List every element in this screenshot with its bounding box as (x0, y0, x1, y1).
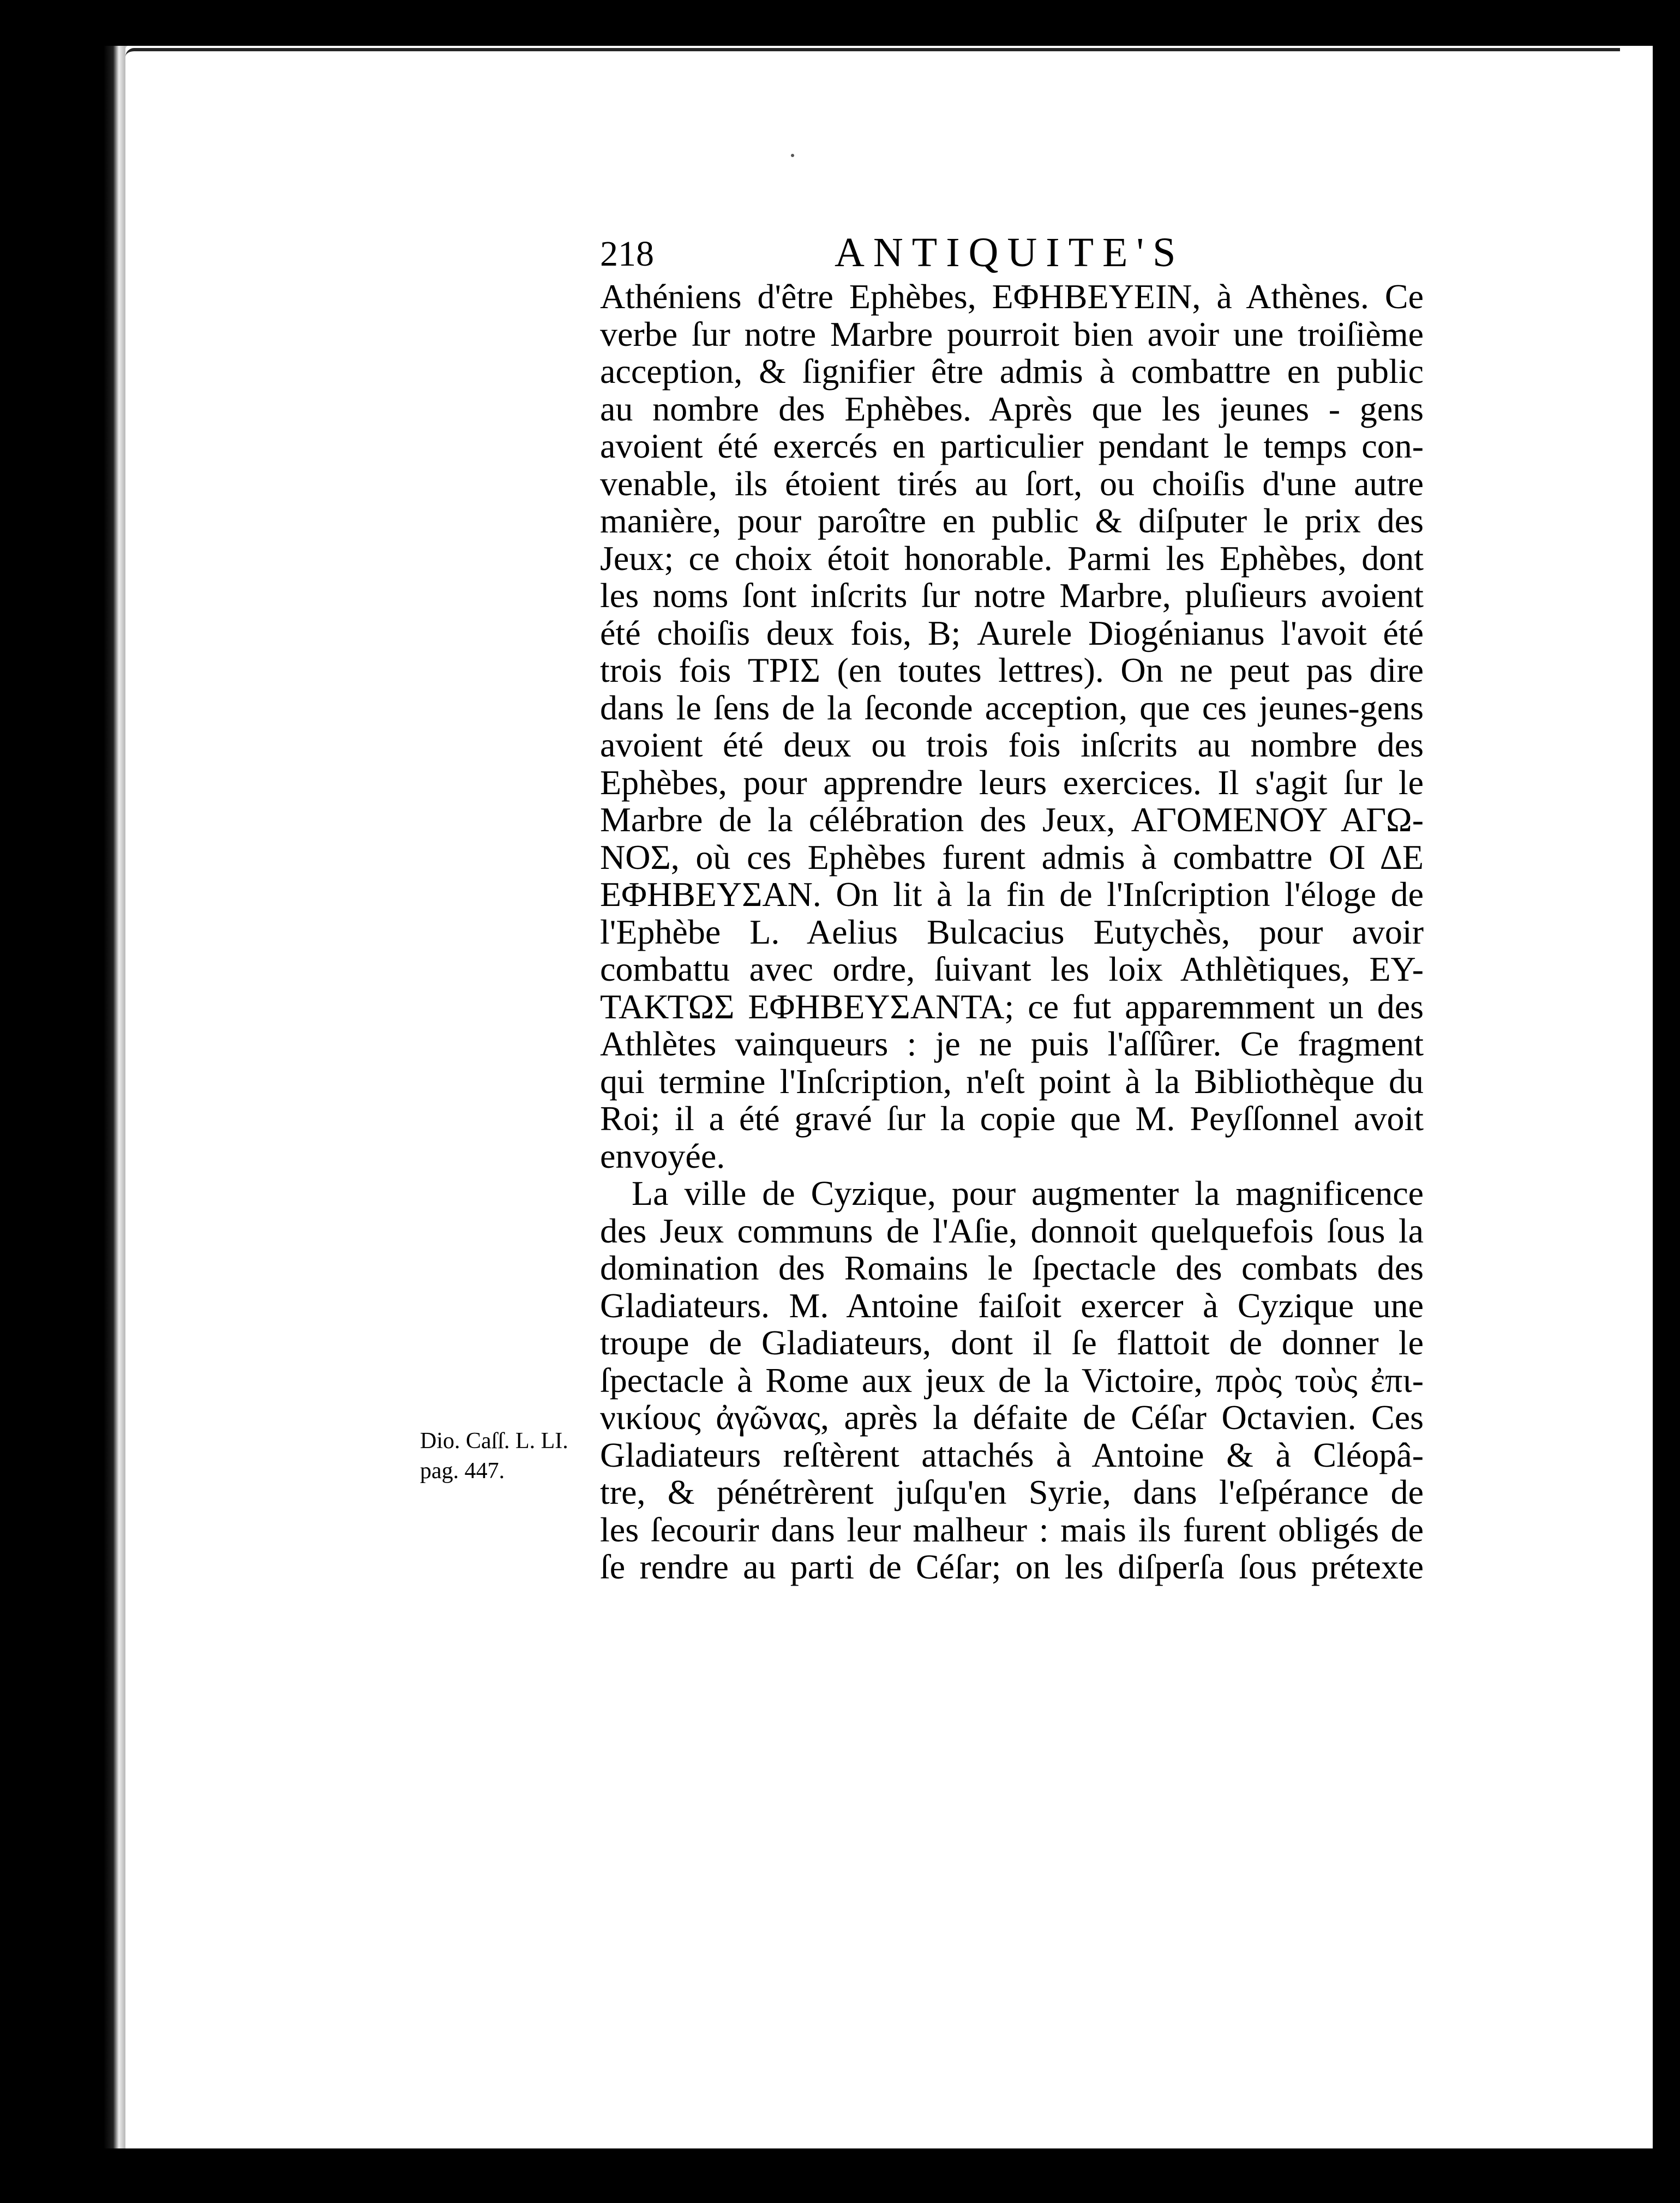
text-line: trois fois ΤΡΙΣ (en toutes lettres). On ne peut pas dire (600, 651, 1424, 689)
text-line: avoient été exercés en particulier pendant le temps con- (600, 427, 1424, 465)
text-line: troupe de Gladiateurs, dont il ſe flattoit de donner le (600, 1323, 1424, 1362)
text-line: acception, & ſignifier être admis à combattre en public (600, 352, 1424, 391)
running-head (600, 229, 1287, 278)
text-line: Marbre de la célébration des Jeux, ΑΓΟΜΕΝΟΥ ΑΓΩ- (600, 800, 1424, 839)
text-line: Athéniens d'être Ephèbes, ΕΦΗΒΕΥΕΙΝ, à Athènes. Ce (600, 277, 1424, 316)
text-line: les noms ſont inſcrits ſur notre Marbre, pluſieurs avoient (600, 576, 1424, 615)
text-line: qui termine l'Inſcription, n'eſt point à la Bibliothèque du (600, 1061, 1424, 1101)
text-line: Roi; il a été gravé ſur la copie que M. Peyſſonnel avoit (600, 1099, 1424, 1138)
text-line: Gladiateurs reſtèrent attachés à Antoine & à Cléopâ- (600, 1435, 1424, 1474)
body-text (600, 278, 1424, 1586)
text-line: domination des Romains le ſpectacle des combats des (600, 1248, 1424, 1287)
text-line: ſpectacle à Rome aux jeux de la Victoire, πρὸς τοὺς ἐπι- (600, 1360, 1424, 1400)
text-line: ſe rendre au parti de Céſar; on les diſperſa ſous prétexte (600, 1547, 1424, 1586)
text-line: νικίους ἀγῶνας, après la défaite de Céſar Octavien. Ces (600, 1398, 1424, 1437)
page-number: 218 (600, 234, 654, 274)
text-line: l'Ephèbe L. Aelius Bulcacius Eutychès, pour avoir (600, 912, 1424, 951)
text-line: verbe ſur notre Marbre pourroit bien avoir une troiſième (600, 314, 1424, 353)
text-line: ΤΑΚΤΩΣ ΕΦΗΒΕΥΣΑΝΤΑ; ce fut apparemment un des (600, 987, 1424, 1026)
page-top-edge (125, 48, 1620, 57)
text-line: Jeux; ce choix étoit honorable. Parmi les Ephèbes, dont (600, 538, 1424, 578)
page-title: ANTIQUITE'S (835, 230, 1185, 275)
text-line: tre, & pénétrèrent juſqu'en Syrie, dans l'eſpérance de (600, 1473, 1424, 1511)
text-line: les ſecourir dans leur malheur : mais ils furent obligés de (600, 1510, 1424, 1549)
text-line: combattu avec ordre, ſuivant les loix Athlètiques, ΕΥ- (600, 950, 1424, 988)
text-line: avoient été deux ou trois fois inſcrits au nombre des (600, 725, 1424, 764)
text-line: Gladiateurs. M. Antoine faiſoit exercer à Cyzique une (600, 1286, 1424, 1325)
text-line: envoyée. (600, 1136, 725, 1175)
paragraph-2 (600, 1175, 1424, 1586)
text-line: des Jeux communs de l'Aſie, donnoit quelquefois ſous la (600, 1211, 1424, 1250)
text-line: Ephèbes, pour apprendre leurs exercices. Il s'agit ſur le (600, 763, 1424, 802)
paragraph-1 (600, 278, 1424, 1175)
text-line: ΝΟΣ, où ces Ephèbes furent admis à combattre ΟΙ ΔΕ (600, 837, 1424, 877)
text-line: dans le ſens de la ſeconde acception, que ces jeunes-gens (600, 688, 1424, 727)
text-line: manière, pour paroître en public & diſputer le prix des (600, 501, 1424, 540)
text-line: Athlètes vainqueurs : je ne puis l'aſſûrer. Ce fragment (600, 1024, 1424, 1063)
margin-note-line: Dio. Caſſ. L. LI. (420, 1428, 568, 1454)
speck (791, 154, 794, 157)
margin-note (420, 1426, 584, 1486)
text-line: venable, ils étoient tirés au ſort, ou choiſis d'une autre (600, 464, 1424, 503)
text-line: été choiſis deux fois, Β; Aurele Diogénianus l'avoit été (600, 613, 1424, 652)
margin-note-line: pag. 447. (420, 1458, 505, 1484)
text-line: au nombre des Ephèbes. Après que les jeunes - gens (600, 389, 1424, 428)
text-line: La ville de Cyzique, pour augmenter la magnificence (632, 1174, 1424, 1212)
text-line: ΕΦΗΒΕΥΣΑΝ. On lit à la fin de l'Inſcription l'éloge de (600, 875, 1424, 914)
